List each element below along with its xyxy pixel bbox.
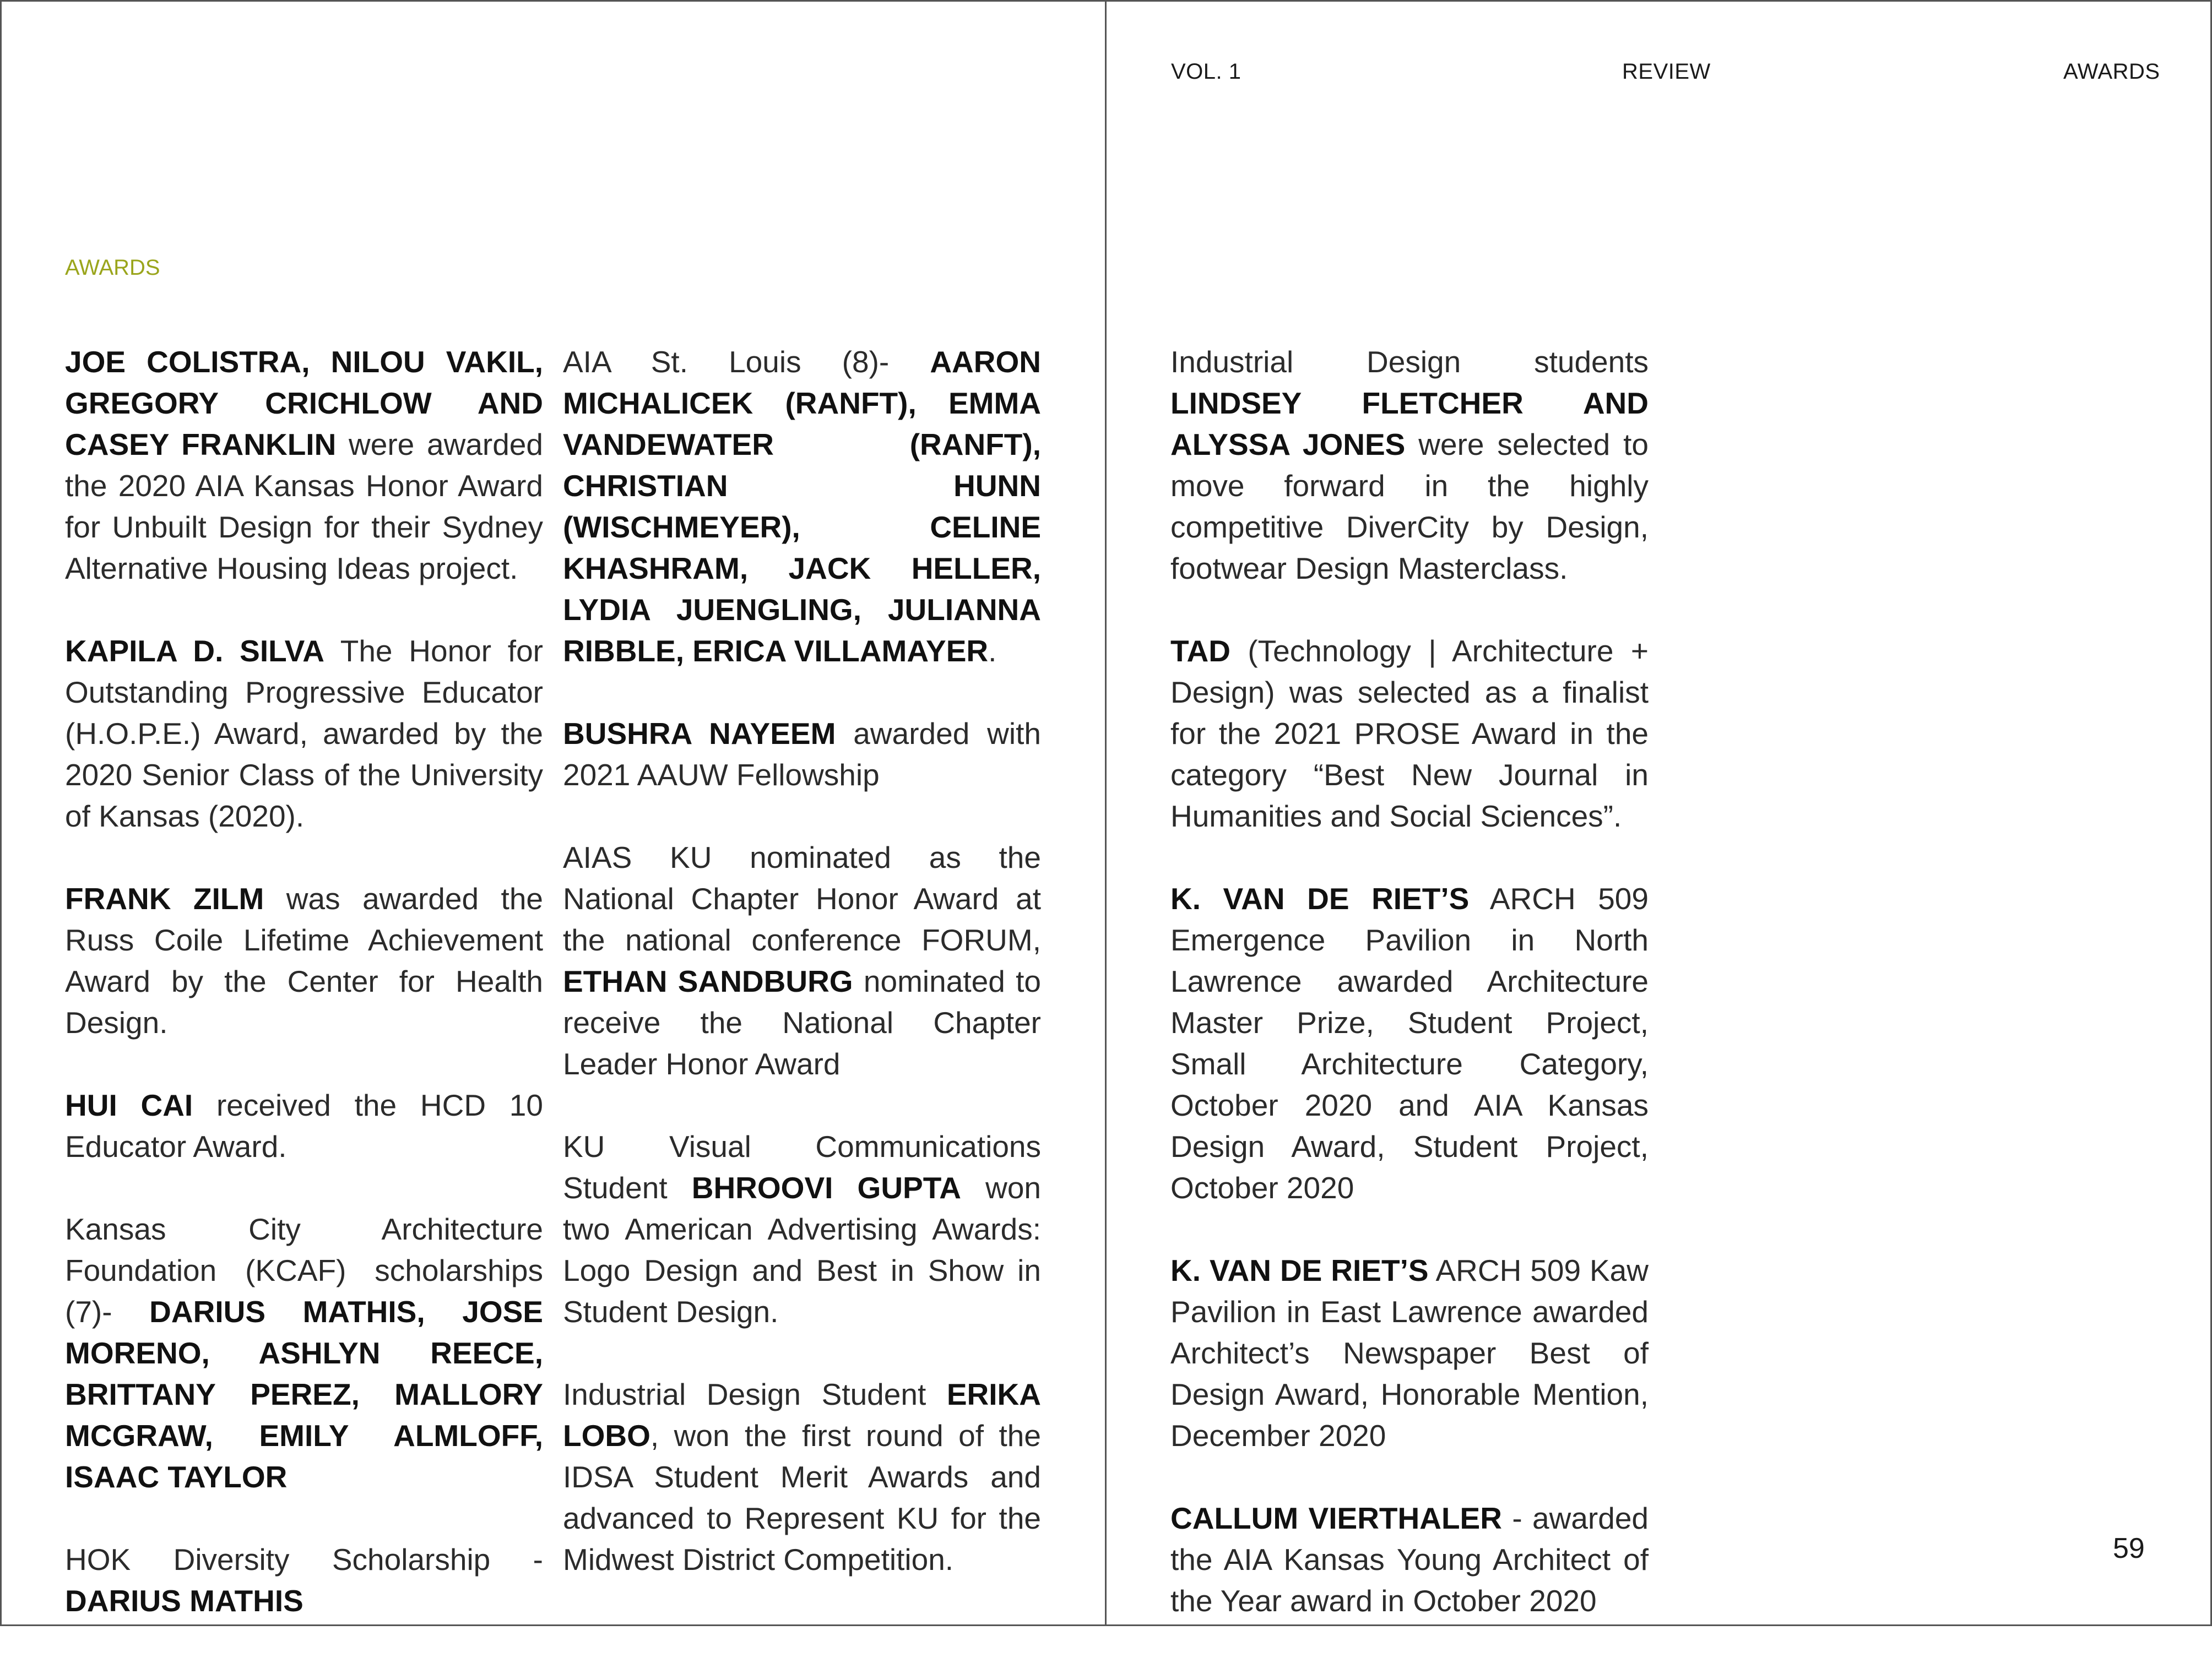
award-entry: Industrial Design students LINDSEY FLETCHER AND ALYSSA JONES were selected to move forward in the highly competitive DiverCity by Design, footwear Design Masterclass. (1170, 345, 1649, 585)
section-label: AWARDS (65, 256, 160, 280)
award-entry: TAD (Technology | Architecture + Design) was selected as a finalist for the 2021 PROSE Award in the category “Best New Journal in Humanities and Social Sciences”. (1170, 634, 1649, 833)
awards-column-1 (65, 341, 543, 1663)
award-entry: JOE COLISTRA, NILOU VAKIL, GREGORY CRICHLOW AND CASEY FRANKLIN were awarded the 2020 AIA Kansas Honor Award for Unbuilt Design for their Sydney Alternative Housing Ideas project. (65, 345, 543, 585)
award-entry: Industrial Design Student ERIKA LOBO, won the first round of the IDSA Student Merit Awards and advanced to Represent KU for the Midwest District Competition. (563, 1377, 1041, 1577)
award-entry: CALLUM VIERTHALER - awarded the AIA Kansas Young Architect of the Year award in October 2020 (1170, 1501, 1649, 1618)
award-entry: HUI CAI received the HCD 10 Educator Award. (65, 1088, 543, 1164)
award-entry: Kansas City Architecture Foundation (KCAF) scholarships (7)- DARIUS MATHIS, JOSE MORENO, ASHLYN REECE, BRITTANY PEREZ, MALLORY MCGRAW, EMILY ALMLOFF, ISAAC TAYLOR (65, 1212, 543, 1494)
award-entry: AIAS KU nominated as the National Chapter Honor Award at the national conference FORUM, ETHAN SANDBURG nominated to receive the National Chapter Leader Honor Award (563, 840, 1042, 1081)
award-entry: FRANK ZILM was awarded the Russ Coile Lifetime Achievement Award by the Center for Health Design. (65, 882, 543, 1040)
awards-column-3 (1170, 341, 1649, 1663)
page-number: 59 (2113, 1532, 2145, 1564)
award-entry: BUSHRA NAYEEM awarded with 2021 AAUW Fellowship (563, 716, 1041, 792)
award-entry: K. VAN DE RIET’S ARCH 509 Emergence Pavilion in North Lawrence awarded Architecture Master Prize, Student Project, Small Architecture Category, October 2020 and AIA Kansas Design Award, Student Project, October 2020 (1170, 882, 1649, 1205)
award-entry: AIA St. Louis (8)- AARON MICHALICEK (RANFT), EMMA VANDEWATER (RANFT), CHRISTIAN HUNN (WISCHMEYER), CELINE KHASHRAM, JACK HELLER, LYDIA JUENGLING, JULIANNA RIBBLE, ERICA VILLAMAYER. (563, 345, 1041, 668)
page-spine (1105, 0, 1107, 1626)
header-awards: AWARDS (2063, 59, 2160, 84)
award-entry: KAPILA D. SILVA The Honor for Outstanding Progressive Educator (H.O.P.E.) Award, awarded by the 2020 Senior Class of the University of Kansas (2020). (65, 634, 543, 833)
header-volume: VOL. 1 (1171, 59, 1241, 84)
award-entry: KU Visual Communications Student BHROOVI GUPTA won two American Advertising Awards: Logo Design and Best in Show in Student Design. (563, 1129, 1041, 1329)
award-entry: K. VAN DE RIET’S ARCH 509 Kaw Pavilion in East Lawrence awarded Architect’s Newspaper Best of Design Award, Honorable Mention, December 2020 (1170, 1253, 1649, 1453)
award-entry: HOK Diversity Scholarship - DARIUS MATHIS (65, 1542, 543, 1618)
header-review: REVIEW (1622, 59, 1711, 84)
awards-column-2 (563, 341, 1041, 1622)
